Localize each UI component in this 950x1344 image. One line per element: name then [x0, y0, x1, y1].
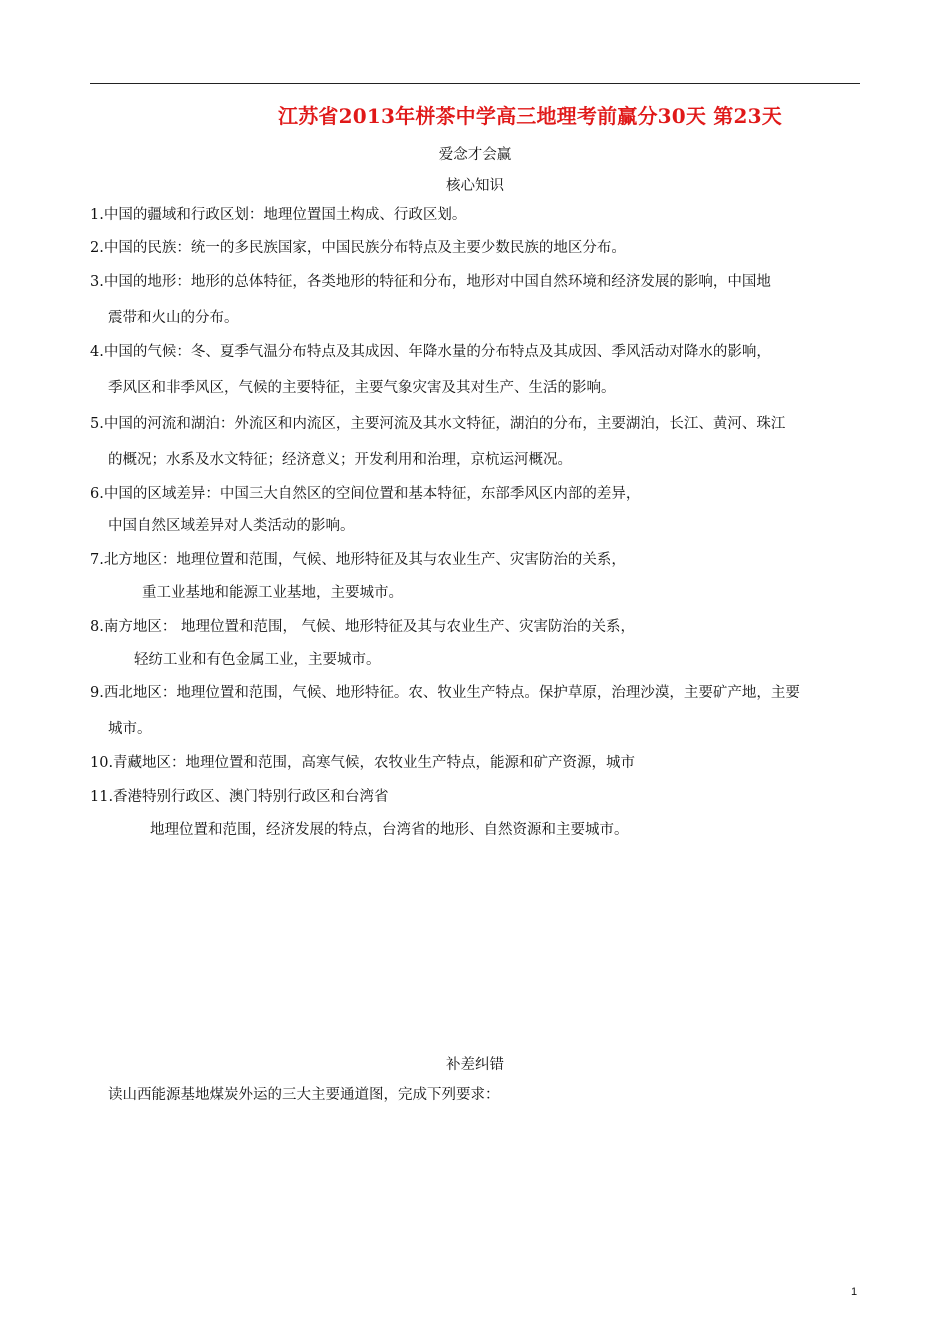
knowledge-item-5: 5.中国的河流和湖泊：外流区和内流区，主要河流及其水文特征，湖泊的分布，主要湖泊，长江、黄河、珠江	[90, 416, 786, 432]
knowledge-item-1: 1.中国的疆域和行政区划：地理位置国土构成、行政区划。	[90, 207, 467, 223]
knowledge-item-8-cont: 轻纺工业和有色金属工业，主要城市。	[134, 652, 381, 668]
knowledge-item-3-cont: 震带和火山的分布。	[108, 310, 239, 326]
knowledge-item-4-cont: 季风区和非季风区，气候的主要特征，主要气象灾害及其对生产、生活的影响。	[108, 380, 616, 396]
knowledge-item-6-cont: 中国自然区域差异对人类活动的影响。	[108, 518, 355, 534]
knowledge-item-9-cont: 城市。	[108, 721, 152, 737]
knowledge-item-4: 4.中国的气候：冬、夏季气温分布特点及其成因、年降水量的分布特点及其成因、季风活动对降水的影响，	[90, 344, 771, 360]
section-title-core-knowledge: 核心知识	[446, 178, 504, 194]
knowledge-item-11-cont: 地理位置和范围，经济发展的特点，台湾省的地形、自然资源和主要城市。	[150, 822, 629, 838]
knowledge-item-9: 9.西北地区：地理位置和范围，气候、地形特征。农、牧业生产特点。保护草原，治理沙漠，主要矿产地，主要	[90, 685, 800, 701]
page-title: 江苏省2013年栟茶中学高三地理考前赢分30天 第23天	[278, 104, 782, 128]
knowledge-item-7: 7.北方地区：地理位置和范围，气候、地形特征及其与农业生产、灾害防治的关系，	[90, 552, 626, 568]
knowledge-item-7-cont: 重工业基地和能源工业基地，主要城市。	[142, 585, 403, 601]
knowledge-item-5-cont: 的概况；水系及水文特征；经济意义；开发利用和治理，京杭运河概况。	[108, 452, 572, 468]
section-title-practice: 补差纠错	[446, 1057, 504, 1073]
knowledge-item-3: 3.中国的地形：地形的总体特征，各类地形的特征和分布，地形对中国自然环境和经济发展的影响，中国地	[90, 274, 771, 290]
knowledge-item-2: 2.中国的民族：统一的多民族国家，中国民族分布特点及主要少数民族的地区分布。	[90, 240, 626, 256]
knowledge-item-10: 10.青藏地区：地理位置和范围，高寒气候，农牧业生产特点，能源和矿产资源，城市	[90, 755, 636, 771]
motto: 爱念才会赢	[438, 147, 512, 163]
header-rule	[90, 83, 860, 84]
page-number: 1	[851, 1286, 858, 1298]
knowledge-item-8: 8.南方地区： 地理位置和范围， 气候、地形特征及其与农业生产、灾害防治的关系，	[90, 619, 636, 635]
practice-instruction: 读山西能源基地煤炭外运的三大主要通道图，完成下列要求：	[108, 1087, 500, 1103]
knowledge-item-11: 11.香港特别行政区、澳门特别行政区和台湾省	[90, 789, 389, 805]
knowledge-item-6: 6.中国的区域差异：中国三大自然区的空间位置和基本特征，东部季风区内部的差异，	[90, 486, 641, 502]
